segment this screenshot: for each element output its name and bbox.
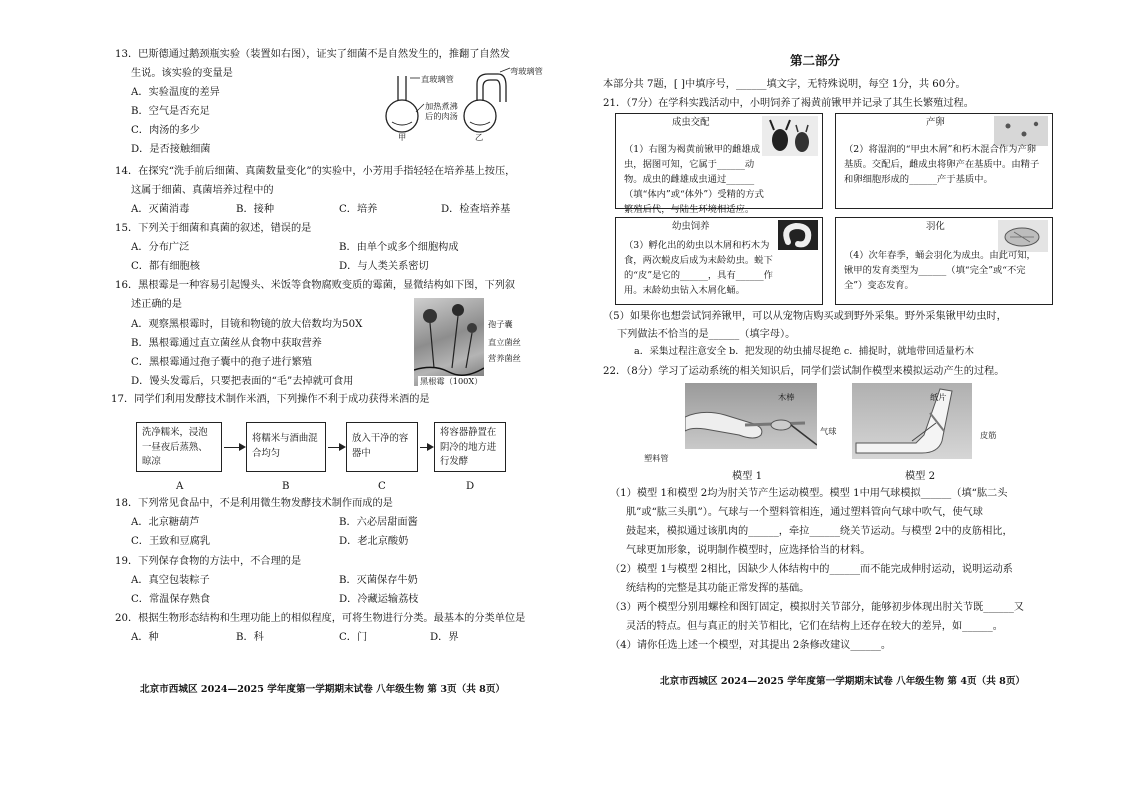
q15-option-a[interactable]: A．分布广泛 xyxy=(131,242,190,253)
q14-stem-line1: 14．在探究“洗手前后细菌、真菌数量变化”的实验中，小芳用手指轻轻在培养基上按压， xyxy=(115,166,516,177)
q22-s1-line1: （1）模型 1和模型 2均为肘关节产生运动模型。模型 1中用气球模拟______（填“肱二头 xyxy=(610,488,1008,499)
flask-label-broth: 加热煮沸后的肉汤 xyxy=(425,101,458,122)
rhizopus-micrograph-image xyxy=(414,298,484,386)
q14-option-a[interactable]: A．灭菌消毒 xyxy=(131,204,190,215)
q22-s3-line1: （3）两个模型分别用螺栓和图钉固定，模拟肘关节部分，能够初步体现出肘关节既______又 xyxy=(610,602,1024,613)
q21-card-emergence xyxy=(835,217,1053,305)
q20-option-d[interactable]: D．界 xyxy=(430,632,459,643)
q20-stem: 20．根据生物形态结构和生理功能上的相似程度，可将生物进行分类。最基本的分类单位是 xyxy=(115,613,526,624)
q19-option-d[interactable]: D．冷藏运输荔枝 xyxy=(339,594,419,605)
q15-option-d[interactable]: D．与人类关系密切 xyxy=(339,261,429,272)
q14-option-b[interactable]: B．接种 xyxy=(236,204,275,215)
model1-label-balloon: 气球 xyxy=(820,426,837,436)
flask-label-jia: 甲 xyxy=(398,132,407,142)
q15-option-c[interactable]: C．都有细胞核 xyxy=(131,261,200,272)
model2-label-band: 皮筋 xyxy=(980,430,997,440)
q16-stem-line1: 16．黑根霉是一种容易引起馒头、米饭等食物腐败变质的霉菌，显微结构如下图，下列叙 xyxy=(115,280,516,291)
q22-s3-line2: 灵活的特点。但与真正的肘关节相比，它们在结构上还存在较大的差异，如______。 xyxy=(626,621,1003,632)
q21-sub5-options[interactable]: a．采集过程注意安全 b．把发现的幼虫捕尽捉绝 c．捕捉时，就地带回适量朽木 xyxy=(634,346,974,357)
q13-stem-line2: 生说。该实验的变量是 xyxy=(131,68,233,79)
q21-stem: 21．（7分）在学科实践活动中，小明饲养了褐黄前锹甲并记录了其生长繁殖过程。 xyxy=(603,98,974,109)
model1-caption: 模型 1 xyxy=(732,471,763,482)
q22-s1-line2: 肌”或“肱三头肌”）。气球与一个塑料管相连，通过塑料管向气球中吹气，使气球 xyxy=(626,507,983,518)
q19-option-a[interactable]: A．真空包装粽子 xyxy=(131,575,210,586)
mold-caption: 黑根霉（100X） xyxy=(420,376,483,386)
q13-stem-line1: 13．巴斯德通过鹅颈瓶实验（装置如右图），证实了细菌不是自然发生的，推翻了自然发 xyxy=(115,49,510,60)
q17-arrow-2 xyxy=(328,447,344,448)
q21-sub5-line1: （5）如果你也想尝试饲养锹甲，可以从宠物店购买或到野外采集。野外采集锹甲幼虫时， xyxy=(603,311,1007,322)
q21-card-mating-title: 成虫交配 xyxy=(672,117,710,128)
q16-option-c[interactable]: C．黑根霉通过孢子囊中的孢子进行繁殖 xyxy=(131,357,312,368)
q17-letter-a[interactable]: A xyxy=(176,481,184,492)
q22-s2-line2: 统结构的完整是其功能正常发挥的基础。 xyxy=(626,583,810,594)
q16-option-d[interactable]: D．馒头发霉后，只要把表面的“毛”去掉就可食用 xyxy=(131,376,354,387)
q19-option-b[interactable]: B．灭菌保存牛奶 xyxy=(339,575,418,586)
flask-label-straight-tube: 直玻璃管 xyxy=(421,74,454,84)
q14-option-d[interactable]: D．检查培养基 xyxy=(441,204,511,215)
q22-s2-line1: （2）模型 1与模型 2相比，因缺少人体结构中的______而不能完成伸肘运动，说明运动系 xyxy=(610,564,1013,575)
q14-stem-line2: 这属于细菌、真菌培养过程中的 xyxy=(131,185,274,196)
q21-card-laying xyxy=(835,113,1053,209)
q18-option-d[interactable]: D．老北京酸奶 xyxy=(339,536,409,547)
right-page-footer: 北京市西城区 2024—2025 学年度第一学期期末试卷 八年级生物 第 4页（共 8页） xyxy=(660,676,1026,687)
q19-option-c[interactable]: C．常温保存熟食 xyxy=(131,594,211,605)
q22-stem: 22．（8分）学习了运动系统的相关知识后，同学们尝试制作模型来模拟运动产生的过程。 xyxy=(603,366,1005,377)
model2-photo-image xyxy=(852,383,972,459)
model2-label-paper: 纸片 xyxy=(930,392,947,402)
q21-card-laying-text: （2）将湿润的“甲虫木屑”和朽木混合作为产卵基质。交配后，雌成虫将卵产在基质中。由精子和卵细胞形成的______产于基质中。 xyxy=(844,144,1040,186)
q17-letter-c[interactable]: C xyxy=(378,481,386,492)
q15-stem: 15．下列关于细菌和真菌的叙述，错误的是 xyxy=(115,223,312,234)
q21-card-mating xyxy=(615,113,823,216)
model2-caption: 模型 2 xyxy=(905,471,936,482)
left-page-footer: 北京市西城区 2024—2025 学年度第一学期期末试卷 八年级生物 第 3页（共 8页） xyxy=(140,684,506,695)
q17-arrow-1 xyxy=(224,447,244,448)
q17-step-b-box: 将糯米与酒曲混合均匀 xyxy=(246,422,326,472)
q21-card-larva-text: （3）孵化出的幼虫以木屑和朽木为食，两次蜕皮后成为末龄幼虫。蜕下的“皮”是它的______，具有______作用。末龄幼虫钻入木屑化蛹。 xyxy=(624,240,773,297)
model1-label-tube: 塑料管 xyxy=(644,453,669,463)
q17-stem: 17．同学们利用发酵技术制作米酒，下列操作不利于成功获得米酒的是 xyxy=(111,394,430,405)
q17-arrow-3 xyxy=(420,447,432,448)
q22-s1-line3: 鼓起来，模拟通过该肌肉的______，牵拉______绕关节运动。与模型 2中的皮筋相比， xyxy=(626,526,1013,537)
q22-s4: （4）请你任选上述一个模型，对其提出 2条修改建议______。 xyxy=(610,640,892,651)
q21-card-emergence-title: 羽化 xyxy=(926,221,945,232)
q15-option-b[interactable]: B．由单个或多个细胞构成 xyxy=(339,242,459,253)
mold-label-upright: 直立菌丝 xyxy=(488,337,521,347)
q21-card-laying-title: 产卵 xyxy=(926,117,945,128)
q17-letter-d[interactable]: D xyxy=(466,481,475,492)
section-intro: 本部分共 7题，[ ]中填序号，______填文字，无特殊说明，每空 1分，共 60分。 xyxy=(603,79,966,90)
q21-card-grid xyxy=(615,113,1055,305)
left-page xyxy=(0,0,560,793)
model1-label-stick: 木棒 xyxy=(778,392,795,402)
q20-option-b[interactable]: B．科 xyxy=(236,632,264,643)
q16-option-b[interactable]: B．黑根霉通过直立菌丝从食物中获取营养 xyxy=(131,338,322,349)
q13-option-a[interactable]: A．实验温度的差异 xyxy=(131,87,220,98)
q16-stem-line2: 述正确的是 xyxy=(131,299,182,310)
section-title: 第二部分 xyxy=(790,53,841,68)
q21-sub5-line2: 下列做法不恰当的是______（填字母）。 xyxy=(617,329,796,340)
q20-option-a[interactable]: A．种 xyxy=(131,632,159,643)
q17-step-d-box: 将容器静置在阴冷的地方进行发酵 xyxy=(434,422,506,472)
q18-stem: 18．下列常见食品中，不是利用微生物发酵技术制作而成的是 xyxy=(115,498,393,509)
q21-card-larva-title: 幼虫饲养 xyxy=(672,221,710,232)
mold-label-spore-sac: 孢子囊 xyxy=(488,319,513,329)
q18-option-b[interactable]: B．六必居甜面酱 xyxy=(339,517,418,528)
beetle-photo-image xyxy=(762,116,818,156)
right-page xyxy=(560,0,1121,793)
q21-card-larva xyxy=(615,217,823,305)
larva-photo-image xyxy=(778,220,818,250)
q21-card-mating-text: （1）右图为褐黄前锹甲的雌雄成虫，据图可知，它属于______动物。成虫的雌雄成虫通过______（填“体内”或“体外”）受精的方式繁殖后代，与陆生环境相适应。 xyxy=(624,144,764,216)
q21-card-emergence-text: （4）次年春季，蛹会羽化为成虫。由此可知，锹甲的发育类型为______（填“完全”或“不完全”）变态发育。 xyxy=(844,250,1036,292)
q13-option-b[interactable]: B．空气是否充足 xyxy=(131,106,210,117)
q18-option-a[interactable]: A．北京糖葫芦 xyxy=(131,517,200,528)
flask-label-yi: 乙 xyxy=(475,132,484,142)
q19-stem: 19．下列保存食物的方法中，不合理的是 xyxy=(115,556,302,567)
q22-s1-line4: 气球更加形象，说明制作模型时，应选择恰当的材料。 xyxy=(626,545,871,556)
model1-photo-image xyxy=(685,383,817,449)
q20-option-c[interactable]: C．门 xyxy=(339,632,368,643)
q17-step-c-box: 放入干净的容器中 xyxy=(346,422,418,472)
q18-option-c[interactable]: C．王致和豆腐乳 xyxy=(131,536,211,547)
q13-option-d[interactable]: D．是否接触细菌 xyxy=(131,144,211,155)
q16-option-a[interactable]: A．观察黑根霉时，目镜和物镜的放大倍数均为50X xyxy=(131,319,363,330)
q17-step-a-box: 洗净糯米，浸泡一昼夜后蒸熟、晾凉 xyxy=(136,422,222,472)
q13-option-c[interactable]: C．肉汤的多少 xyxy=(131,125,200,136)
mold-label-nutrient: 营养菌丝 xyxy=(488,353,521,363)
q17-letter-b[interactable]: B xyxy=(282,481,290,492)
flask-label-bent-tube: 弯玻璃管 xyxy=(510,66,543,76)
q14-option-c[interactable]: C．培养 xyxy=(339,204,378,215)
